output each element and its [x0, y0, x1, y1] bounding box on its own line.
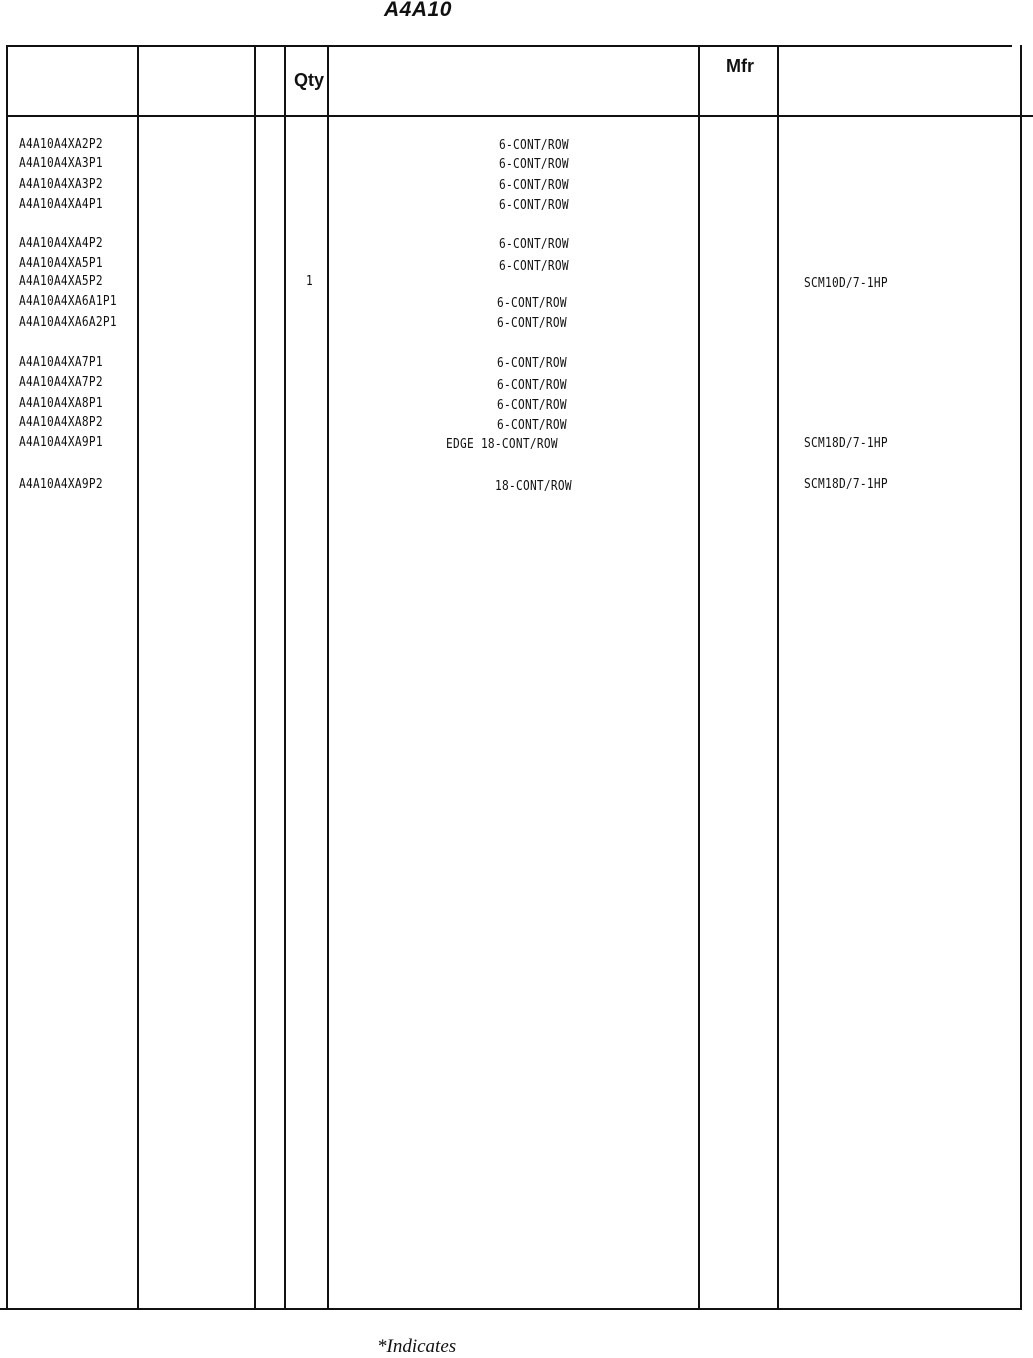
header-bottom-rule	[6, 115, 1033, 117]
desc-cell: 6-CONT/ROW	[499, 157, 569, 172]
column-divider	[284, 45, 286, 1310]
part-number-cell: SCM18D/7-1HP	[804, 436, 888, 451]
desc-cell: 18-CONT/ROW	[495, 479, 572, 494]
column-divider	[254, 45, 256, 1310]
ref-cell: A4A10A4XA6A1P1	[19, 294, 117, 309]
column-divider	[327, 45, 329, 1310]
column-divider	[698, 45, 700, 1310]
ref-cell: A4A10A4XA3P2	[19, 177, 103, 192]
ref-cell: A4A10A4XA4P1	[19, 197, 103, 212]
footnote: *Indicates	[377, 1336, 457, 1357]
qty-header: Qty	[294, 70, 325, 90]
desc-cell: 6-CONT/ROW	[497, 356, 567, 371]
ref-cell: A4A10A4XA3P1	[19, 156, 103, 171]
ref-cell: A4A10A4XA8P2	[19, 415, 103, 430]
desc-cell: 6-CONT/ROW	[499, 198, 569, 213]
column-divider	[6, 45, 8, 1310]
desc-cell: 6-CONT/ROW	[497, 398, 567, 413]
ref-cell: A4A10A4XA7P1	[19, 355, 103, 370]
desc-cell: 6-CONT/ROW	[497, 378, 567, 393]
ref-cell: A4A10A4XA5P1	[19, 256, 103, 271]
ref-cell: A4A10A4XA8P1	[19, 396, 103, 411]
ref-cell: A4A10A4XA5P2	[19, 274, 103, 289]
column-divider	[1020, 45, 1022, 1310]
desc-cell: 6-CONT/ROW	[499, 178, 569, 193]
column-divider	[777, 45, 779, 1310]
page-title: A4A10	[384, 0, 452, 21]
ref-cell: A4A10A4XA2P2	[19, 137, 103, 152]
desc-cell: EDGE 18-CONT/ROW	[446, 437, 558, 452]
desc-cell: 6-CONT/ROW	[497, 316, 567, 331]
table-top-border	[6, 45, 1012, 47]
desc-cell: 6-CONT/ROW	[499, 237, 569, 252]
table-bottom-border	[0, 1308, 1022, 1310]
part-number-cell: SCM10D/7-1HP	[804, 276, 888, 291]
ref-cell: A4A10A4XA7P2	[19, 375, 103, 390]
desc-cell: 6-CONT/ROW	[499, 259, 569, 274]
mfr-header: Mfr	[726, 56, 754, 76]
ref-cell: A4A10A4XA4P2	[19, 236, 103, 251]
column-divider	[137, 45, 139, 1310]
ref-cell: A4A10A4XA9P2	[19, 477, 103, 492]
ref-cell: A4A10A4XA9P1	[19, 435, 103, 450]
part-number-cell: SCM18D/7-1HP	[804, 477, 888, 492]
desc-cell: 6-CONT/ROW	[497, 418, 567, 433]
desc-cell: 6-CONT/ROW	[499, 138, 569, 153]
ref-cell: A4A10A4XA6A2P1	[19, 315, 117, 330]
qty-cell: 1	[306, 274, 314, 289]
desc-cell: 6-CONT/ROW	[497, 296, 567, 311]
